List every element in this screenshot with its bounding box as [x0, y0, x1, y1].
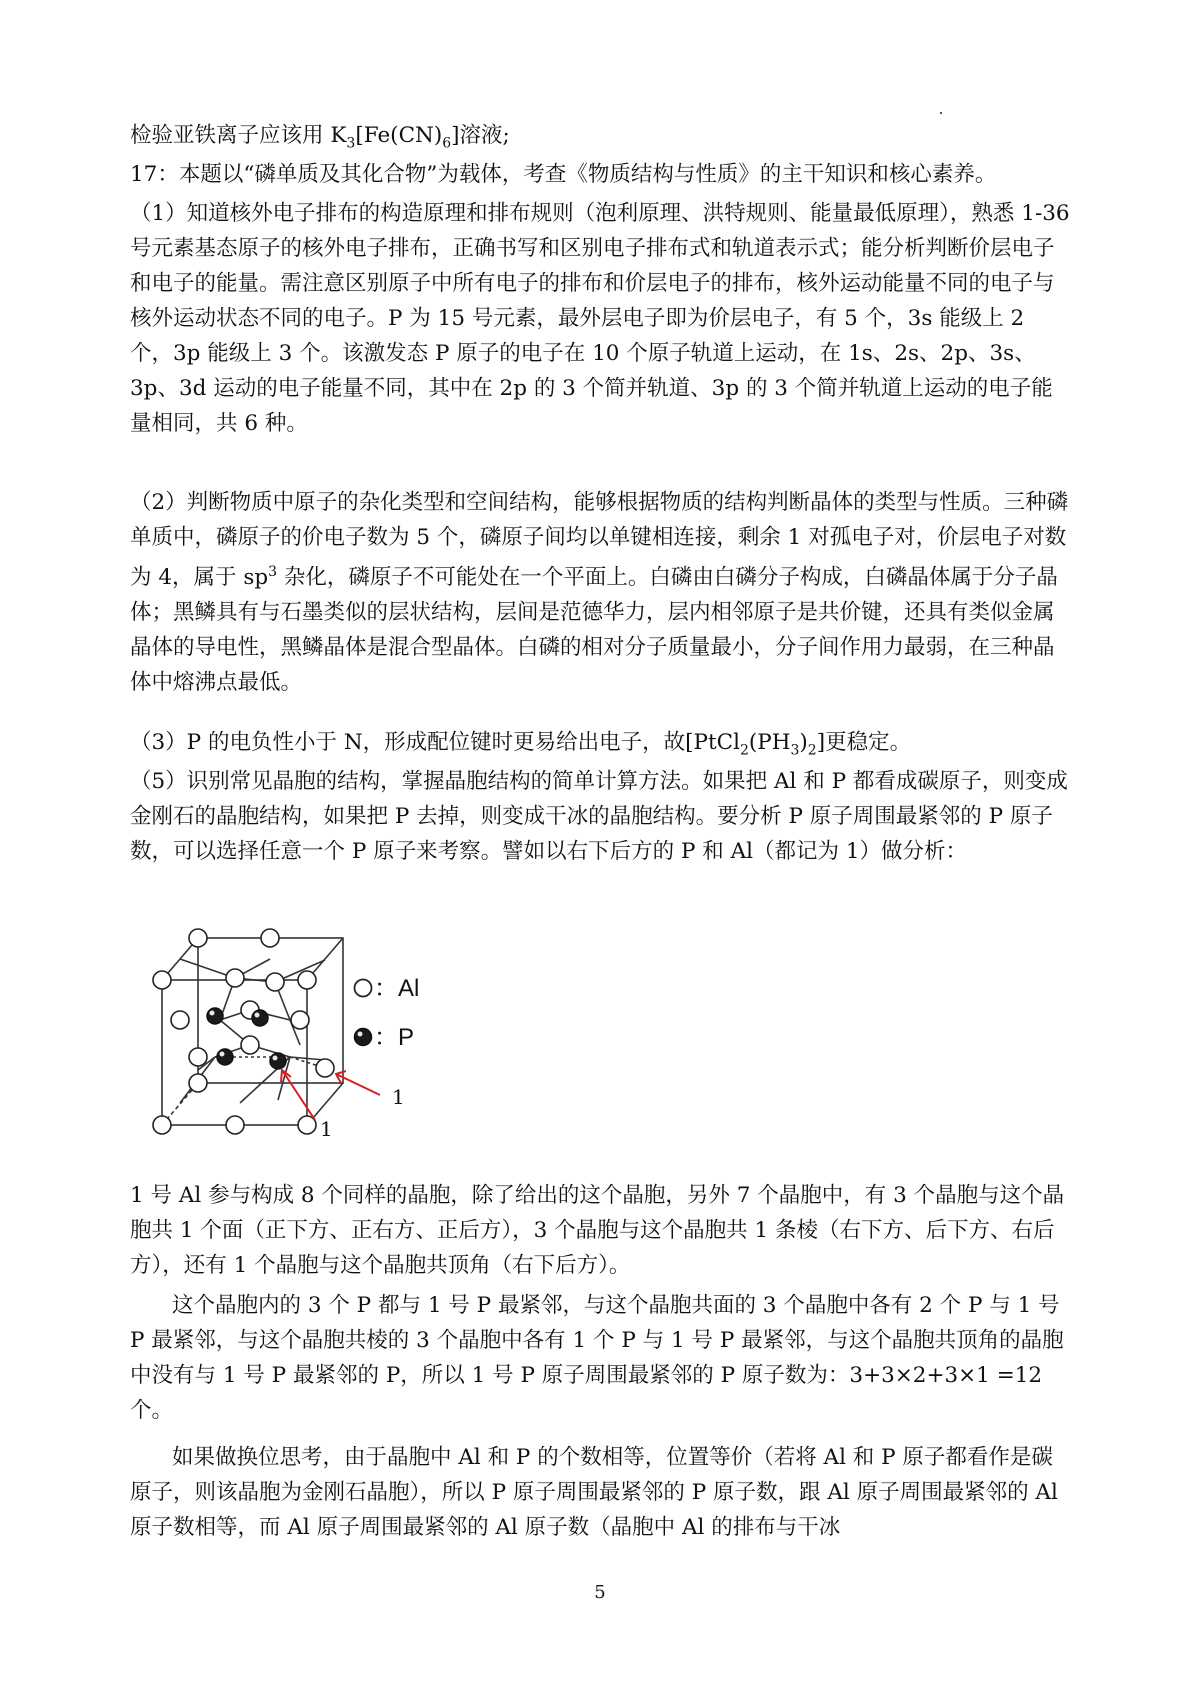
part2-superscript: 3	[268, 564, 278, 580]
al-atom-1	[316, 1059, 334, 1077]
al-atom	[226, 969, 244, 987]
al-atom	[171, 1011, 189, 1029]
part2-paragraph	[130, 485, 1070, 700]
al-atom	[298, 971, 316, 989]
al-atom	[226, 1116, 244, 1134]
al-atom	[189, 1074, 207, 1092]
cube-front-face	[162, 980, 307, 1125]
p-atom	[207, 1008, 223, 1024]
part5-paragraph: （5）识别常见晶胞的结构，掌握晶胞结构的简单计算方法。如果把 Al 和 P 都看成碳原子，则变成金刚石的晶胞结构，如果把 P 去掉，则变成干冰的晶胞结构。要分析 P 原子周围最紧邻的 P 原子数，可以选择任意一个 P 原子来考察。譬如以右下后方的 P 和 Al（都记为 1）做分析：	[130, 769, 1068, 864]
arrow-label-p: 1	[320, 1117, 333, 1141]
p-legend-icon	[352, 1026, 374, 1048]
legend-p-label: P	[398, 1024, 415, 1051]
crystal-cell-figure	[140, 920, 470, 1145]
line-ferrous-text: 检验亚铁离子应该用 $K_3[Fe(CN)_6]$溶液;	[130, 123, 510, 152]
legend-al-colon: ：	[374, 975, 398, 1002]
part2-text-a: （2）判断物质中原子的杂化类型和空间结构，能够根据物质的结构判断晶体的类型与性质。三种磷单质中，磷原子的价电子数为 5 个，磷原子间均以单键相连接，剩余 1 对孤电子对，价层电子对数为 4，属于 sp	[130, 490, 1069, 591]
para-swap: 如果做换位思考，由于晶胞中 Al 和 P 的个数相等，位置等价（若将 Al 和 P 原子都看作是碳原子，则该晶胞为金刚石晶胞），所以 P 原子周围最紧邻的 P 原子数，跟 Al 原子周围最紧邻的 Al 原子数相等，而 Al 原子周围最紧邻的 Al 原子数（晶胞中 Al 的排布与干冰	[130, 1445, 1058, 1540]
al-atom	[261, 929, 279, 947]
p-atom	[252, 1010, 268, 1026]
q17-intro: 17：本题以“磷单质及其化合物”为载体，考查《物质结构与性质》的主干知识和核心素养。	[130, 162, 997, 187]
para-after-figure: 1 号 Al 参与构成 8 个同样的晶胞，除了给出的这个晶胞，另外 7 个晶胞中，有 3 个晶胞与这个晶胞共 1 个面（正下方、正右方、正后方），3 个晶胞与这个晶胞共 1 条棱（右下方、后下方、右后方），还有 1 个晶胞与这个晶胞共顶角（右下后方）。	[130, 1183, 1065, 1278]
p-atom-1	[270, 1053, 286, 1069]
p-atom	[217, 1049, 233, 1065]
scan-speck	[940, 112, 942, 114]
page-number: 5	[594, 1582, 606, 1603]
al-atom	[189, 929, 207, 947]
crystal-cell-diagram	[140, 920, 470, 1145]
part3-paragraph: （3）P 的电负性小于 N，形成配位键时更易给出电子，故$[PtCl_2(PH_3)_2]$更稳定。	[130, 730, 912, 759]
legend-p-colon: ：	[374, 1024, 398, 1051]
legend-al-label: Al	[398, 975, 420, 1002]
legend-al	[352, 968, 419, 1003]
line-ferrous-test	[130, 118, 510, 151]
al-atom	[266, 973, 284, 991]
legend-p	[352, 1017, 414, 1052]
al-legend-icon	[352, 977, 374, 999]
para-nearest-p: 这个晶胞内的 3 个 P 都与 1 号 P 最紧邻，与这个晶胞共面的 3 个晶胞中各有 2 个 P 与 1 号 P 最紧邻，与这个晶胞共棱的 3 个晶胞中各有 1 个 P 与 1 号 P 最紧邻，与这个晶胞共顶角的晶胞中没有与 1 号 P 最紧邻的 P，所以 1 号 P 原子周围最紧邻的 P 原子数为：3+3×2+3×1 =12 个。	[130, 1293, 1064, 1423]
arrow-label-al: 1	[392, 1085, 405, 1109]
arrow-to-p1	[282, 1070, 315, 1120]
al-atom	[153, 1116, 171, 1134]
al-atom	[189, 1048, 207, 1066]
al-atom	[153, 971, 171, 989]
al-atom	[291, 1011, 309, 1029]
part1-paragraph: （1）知道核外电子排布的构造原理和排布规则（泡利原理、洪特规则、能量最低原理），熟悉 1-36 号元素基态原子的核外电子排布，正确书写和区别电子排布式和轨道表示式；能分析判断价层电子和电子的能量。需注意区别原子中所有电子的排布和价层电子的排布，核外运动能量不同的电子与核外运动状态不同的电子。P 为 15 号元素，最外层电子即为价层电子，有 5 个，3s 能级上 2 个，3p 能级上 3 个。该激发态 P 原子的电子在 10 个原子轨道上运动，在 1s、2s、2p、3s、3p、3d 运动的电子能量不同，其中在 2p 的 3 个简并轨道、3p 的 3 个简并轨道上运动的电子能量相同，共 6 种。	[130, 201, 1070, 436]
al-atom	[241, 1036, 259, 1054]
part2-text-b: 杂化，磷原子不可能处在一个平面上。白磷由白磷分子构成，白磷晶体属于分子晶体；黑鳞具有与石墨类似的层状结构，层间是范德华力，层内相邻原子是共价键，还具有类似金属晶体的导电性，黑鳞晶体是混合型晶体。白磷的相对分子质量最小，分子间作用力最弱，在三种晶体中熔沸点最低。	[130, 565, 1058, 696]
